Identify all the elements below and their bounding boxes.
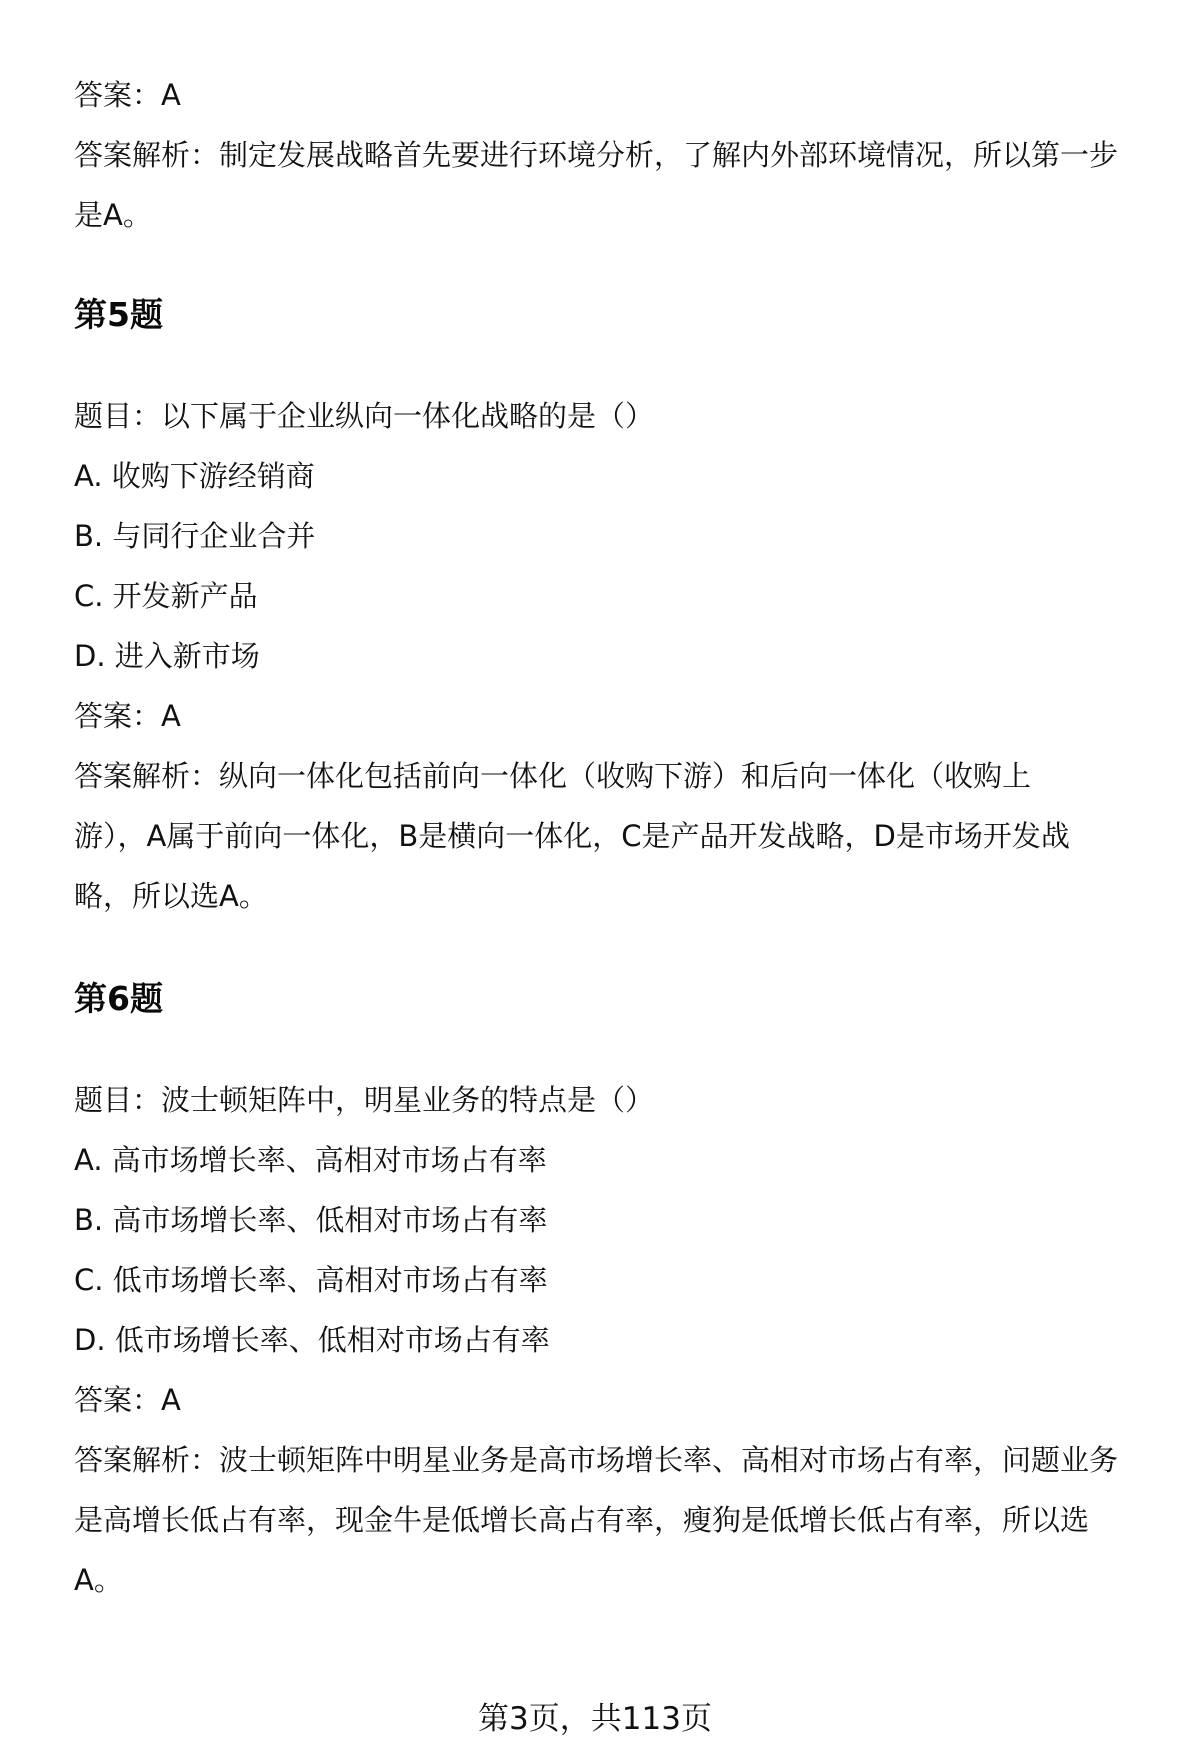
question-5-answer: 答案：A [74, 699, 181, 733]
question-5-heading: 第5题 [74, 295, 163, 334]
question-6-option-c: C. 低市场增长率、高相对市场占有率 [74, 1263, 548, 1297]
question-5-explanation-line-3: 略，所以选A。 [74, 879, 268, 913]
question-6-heading: 第6题 [74, 979, 163, 1018]
question-5-stem: 题目：以下属于企业纵向一体化战略的是（） [74, 399, 655, 433]
question-6-explanation-line-2: 是高增长低占有率，现金牛是低增长高占有率，瘦狗是低增长低占有率，所以选 [74, 1503, 1090, 1537]
question-5-option-c: C. 开发新产品 [74, 579, 258, 613]
question-5-explanation-line-2: 游），A属于前向一体化，B是横向一体化，C是产品开发战略，D是市场开发战 [74, 819, 1070, 853]
question-5-explanation-line-1: 答案解析：纵向一体化包括前向一体化（收购下游）和后向一体化（收购上 [74, 759, 1032, 793]
question-5-option-b: B. 与同行企业合并 [74, 519, 316, 553]
prev-answer: 答案：A [74, 78, 181, 112]
prev-explanation-line-2: 是A。 [74, 198, 152, 232]
page-number-footer: 第3页，共113页 [478, 1701, 712, 1737]
question-6-stem: 题目：波士顿矩阵中，明星业务的特点是（） [74, 1083, 655, 1117]
question-6-option-d: D. 低市场增长率、低相对市场占有率 [74, 1323, 550, 1357]
question-6-explanation-line-3: A。 [74, 1563, 123, 1597]
question-6-answer: 答案：A [74, 1383, 181, 1417]
question-6-option-a: A. 高市场增长率、高相对市场占有率 [74, 1143, 547, 1177]
prev-explanation-line-1: 答案解析：制定发展战略首先要进行环境分析，了解内外部环境情况，所以第一步 [74, 138, 1119, 172]
question-6-explanation-line-1: 答案解析：波士顿矩阵中明星业务是高市场增长率、高相对市场占有率，问题业务 [74, 1443, 1119, 1477]
question-5-option-d: D. 进入新市场 [74, 639, 260, 673]
question-5-option-a: A. 收购下游经销商 [74, 459, 315, 493]
question-6-option-b: B. 高市场增长率、低相对市场占有率 [74, 1203, 548, 1237]
